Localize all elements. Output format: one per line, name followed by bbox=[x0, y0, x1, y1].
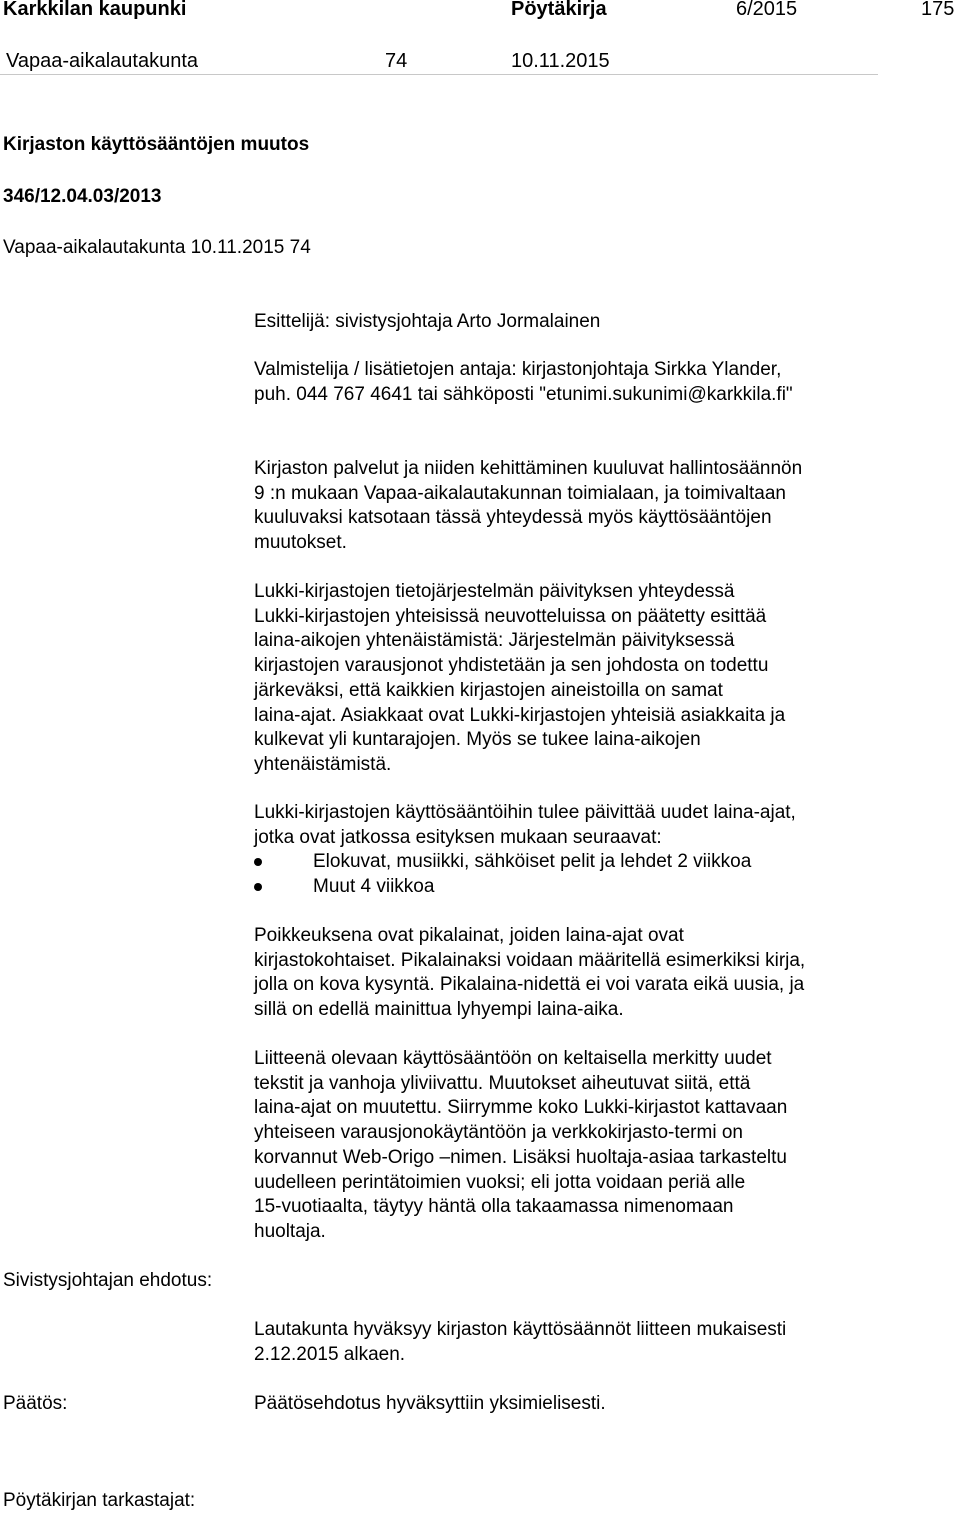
paragraph-line: Liitteenä olevaan käyttösääntöön on keltaisella merkitty uudet bbox=[254, 1048, 772, 1069]
paragraph-line: 9 :n mukaan Vapaa-aikalautakunnan toimialaan, ja toimivaltaan bbox=[254, 482, 786, 504]
paragraph-line: laina-aikojen yhtenäistämistä: Järjestelmän päivityksessä bbox=[254, 630, 735, 652]
paragraph-line: tekstit ja vanhoja yliviivattu. Muutokset aiheutuvat siitä, että bbox=[254, 1072, 751, 1094]
list-item-text: Muut 4 viikkoa bbox=[313, 875, 435, 897]
paragraph-line: 15-vuotiaalta, täytyy häntä olla takaamassa nimenomaan bbox=[254, 1196, 734, 1218]
preparer-line: Valmistelija / lisätietojen antaja: kirjastonjohtaja Sirkka Ylander, bbox=[254, 359, 782, 380]
paragraph-2 bbox=[254, 580, 874, 778]
paragraph-line: Lukki-kirjastojen tietojärjestelmän päivityksen yhteydessä bbox=[254, 581, 735, 602]
list-item bbox=[254, 850, 751, 875]
paragraph-line: korvannut Web-Origo –nimen. Lisäksi huoltaja-asiaa tarkasteltu bbox=[254, 1146, 787, 1168]
decision-label: Päätös: bbox=[3, 1393, 68, 1414]
item-title: Kirjaston käyttösääntöjen muutos bbox=[3, 134, 310, 155]
paragraph-4 bbox=[254, 924, 874, 1023]
paragraph-line: huoltaja. bbox=[254, 1220, 326, 1242]
paragraph-line: Kirjaston palvelut ja niiden kehittäminen kuuluvat hallintosäännön bbox=[254, 458, 803, 479]
municipality-name: Karkkilan kaupunki bbox=[3, 0, 187, 20]
paragraph-line: kuuluvaksi katsotaan tässä yhteydessä myös käyttösääntöjen bbox=[254, 507, 772, 529]
list-item bbox=[254, 875, 751, 900]
paragraph-line: 2.12.2015 alkaen. bbox=[254, 1343, 406, 1365]
handling-history: Vapaa-aikalautakunta 10.11.2015 74 bbox=[3, 237, 311, 258]
paragraph-3 bbox=[254, 801, 874, 850]
paragraph-line: yhteiseen varausjonokäytäntöön ja verkkokirjasto-termi on bbox=[254, 1122, 743, 1144]
paragraph-line: jotka ovat jatkossa esityksen mukaan seuraavat: bbox=[254, 826, 662, 848]
document-type: Pöytäkirja bbox=[511, 0, 607, 20]
document-number: 6/2015 bbox=[736, 0, 798, 20]
paragraph-line: kulkevat yli kuntarajojen. Myös se tukee laina-aikojen bbox=[254, 729, 701, 751]
paragraph-5 bbox=[254, 1047, 874, 1245]
paragraph-line: Lukki-kirjastojen yhteisissä neuvotteluissa on päätetty esittää bbox=[254, 605, 767, 627]
paragraph-line: järkeväksi, että kaikkien kirjastojen aineistoilla on samat bbox=[254, 679, 723, 701]
preparer-info bbox=[254, 358, 874, 407]
section-number: 74 bbox=[385, 50, 408, 72]
paragraph-line: kirjastojen varausjonot yhdistetään ja sen johdosta on todettu bbox=[254, 655, 769, 677]
paragraph-line: laina-ajat. Asiakkaat ovat Lukki-kirjastojen yhteisiä asiakkaita ja bbox=[254, 704, 786, 726]
decision-text: Päätösehdotus hyväksyttiin yksimielisesti. bbox=[254, 1393, 606, 1414]
list-item-text: Elokuvat, musiikki, sähköiset pelit ja lehdet 2 viikkoa bbox=[313, 851, 752, 872]
paragraph-line: Lukki-kirjastojen käyttösääntöihin tulee päivittää uudet laina-ajat, bbox=[254, 802, 796, 823]
paragraph-line: sillä on edellä mainittua lyhyempi laina-aika. bbox=[254, 999, 624, 1021]
paragraph-line: Poikkeuksena ovat pikalainat, joiden laina-ajat ovat bbox=[254, 925, 684, 946]
paragraph-line: kirjastokohtaiset. Pikalainaksi voidaan määritellä esimerkiksi kirja, bbox=[254, 949, 806, 971]
committee-name: Vapaa-aikalautakunta bbox=[6, 50, 198, 72]
bullet-icon bbox=[254, 883, 262, 891]
page-number: 175 bbox=[921, 0, 955, 20]
paragraph-line: uudelleen perintätoimien vuoksi; eli jotta voidaan periä alle bbox=[254, 1171, 746, 1193]
proposal-label: Sivistysjohtajan ehdotus: bbox=[3, 1270, 213, 1291]
paragraph-line: laina-ajat on muutettu. Siirrymme koko Lukki-kirjastot kattavaan bbox=[254, 1097, 788, 1119]
paragraph-line: yhtenäistämistä. bbox=[254, 753, 392, 775]
bullet-icon bbox=[254, 858, 262, 866]
meeting-date: 10.11.2015 bbox=[511, 50, 610, 72]
proposal-text bbox=[254, 1318, 874, 1367]
paragraph-1 bbox=[254, 457, 874, 556]
presenter: Esittelijä: sivistysjohtaja Arto Jormalainen bbox=[254, 311, 601, 332]
minutes-checkers-label: Pöytäkirjan tarkastajat: bbox=[3, 1490, 196, 1511]
loan-period-list bbox=[254, 850, 751, 899]
preparer-line: puh. 044 767 4641 tai sähköposti "etunimi.sukunimi@karkkila.fi" bbox=[254, 383, 793, 405]
paragraph-line: muutokset. bbox=[254, 532, 347, 554]
record-number: 346/12.04.03/2013 bbox=[3, 186, 162, 207]
paragraph-line: jolla on kova kysyntä. Pikalaina-nidettä ei voi varata eikä uusia, ja bbox=[254, 974, 805, 996]
header-divider bbox=[0, 74, 878, 75]
paragraph-line: Lautakunta hyväksyy kirjaston käyttösäännöt liitteen mukaisesti bbox=[254, 1319, 787, 1340]
